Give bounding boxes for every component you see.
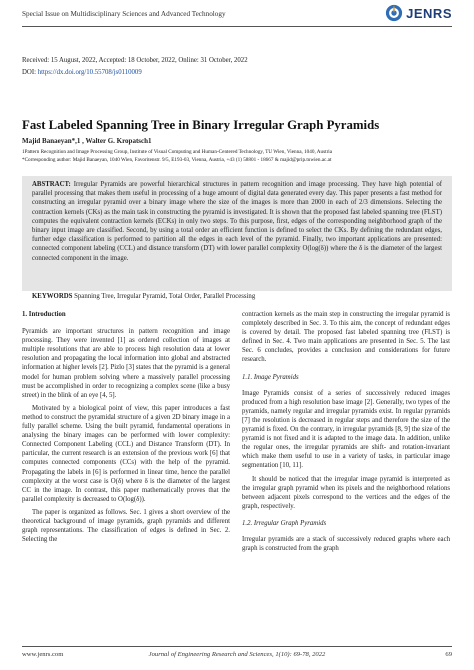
author-list: Majid Banaeyan*,1 , Walter G. Kropatsch1 <box>22 137 152 145</box>
journal-issue-header: Special Issue on Multidisciplinary Sciences and Advanced Technology <box>22 10 226 18</box>
intro-paragraph-2: Motivated by a biological point of view, this paper introduces a fast method to construct the pyramidal structure of a given 2D binary image in a fully parallel scheme. Using the built pyramid, fundamental operations in analysing the binary images can be performed with lower complexity: Connected Component Labeling (CCL) and Distance Transform (DT). In particular, the current research is an extension of the previous work [6] that computes connected components (CCs) with the help of the pyramid. Propagating the labels in [6] is performed in linear time, hence the parallel complexity at the worst case is O(δ) where δ is the diameter of the largest CC in the image. In contrast, this paper mathematically proves that the parallel complexity is decreased to O(log(δ)). <box>22 404 230 503</box>
intro-continued-paragraph: contraction kernels as the main step in constructing the irregular pyramid is completely described in Sec. 3. To this aim, the concept of redundant edges is covered by detail. The proposed fast labeled spanning tree (FLST) is defined in Sec. 4. Two main applications are presented in Sec. 5. The last Sec. 6 concludes, provides a conclusion and considerations for future research. <box>242 311 450 364</box>
keywords-label: KEYWORDS <box>32 293 73 300</box>
logo-emblem-icon <box>385 4 403 22</box>
abstract-body: Irregular Pyramids are powerful hierarchical structures in pattern recognition and image processing. They have high potential of parallel processing that makes them useful in processing of a huge amount of digital data generated every day. This paper presents a fast method for constructing an irregular pyramid over a binary image where the size of the images is more than 2000 in each of 2/3 dimensions. Selecting the contraction kernels (CKs) as the main task in constructing the pyramid is investigated. It is shown that the proposed fast labeled spanning tree (FLST) computes the equivalent contraction kernels (ECKs) in only two steps. To this purpose, first, edges of the corresponding neighborhood graph of the binary input image are classified. Second, by using a total order an efficient function is defined to select the CKs. By defining the redundant edges, further edge classification is performed to partition all the edges in each level of the pyramid. Finally, two important applications are presented: connected component labeling (CCL) and distance transform (DT) with lower parallel complexity O(log(δ)) where the δ is the diameter of the largest connected component in the image. <box>32 181 442 262</box>
subsection-heading-irregular-graph-pyramids: 1.2. Irregular Graph Pyramids <box>242 519 327 527</box>
left-column <box>22 310 230 544</box>
intro-paragraph-3: The paper is organized as follows. Sec. 1 gives a short overview of the theoretical background of image pyramids, graph pyramids and different graph representations. The classification of edges is defined in Sec. 2. Selecting the <box>22 508 230 544</box>
paper-title: Fast Labeled Spanning Tree in Binary Irregular Graph Pyramids <box>22 118 380 132</box>
doi-label: DOI: <box>22 69 36 76</box>
intro-paragraph-1: Pyramids are important structures in pattern recognition and image processing. They were invented [1] as ordered collection of images at multiple resolutions that are able to process high resolution data at lower resolution and propagating the local information into global and abstracted information at higher levels [2]. Pizlo [3] states that the pyramid is a general model for human problem solving where a massively parallel processing must be accomplished in order to recognizing a complex scene (like a busy street) in the blink of an eye [4, 5]. <box>22 328 230 399</box>
footer-rule <box>22 646 452 647</box>
header-rule <box>22 26 452 27</box>
footer-citation: Journal of Engineering Research and Sciences, 1(10): 69-78, 2022 <box>148 651 326 658</box>
journal-logo[interactable] <box>385 4 452 22</box>
page-number: 69 <box>445 651 452 658</box>
image-pyramids-paragraph-1: Image Pyramids consist of a series of successively reduced images produced from a high resolution base image [2]. Generally, two types of the pyramids, namely regular and irregular pyramids exist. In regular pyramids [7] the resolution is decreased in regular steps and therefore the size of the pyramid is fixed. On the contrary, in irregular pyramids [8, 9] the size of the pyramid is not fixed and it is adapted to the image data. In addition, unlike the regular ones, the irregular pyramids are shift- and rotation-invariant which make them useful to use in a variety of tasks, in particular image segmentation [10, 11]. <box>242 389 450 470</box>
image-pyramids-paragraph-2: It should be noticed that the irregular image pyramid is interpreted as the irregular graph pyramid when its pixels and the neighborhood relations between adjacent pixels correspond to the vertices and the edges of the graph, respectively. <box>242 475 450 510</box>
article-dates: Received: 15 August, 2022, Accepted: 18 October, 2022, Online: 31 October, 2022 <box>22 57 248 64</box>
section-heading-introduction: 1. Introduction <box>22 311 66 318</box>
footer-website-link[interactable]: www.jenrs.com <box>22 651 64 658</box>
abstract-box <box>22 176 452 291</box>
logo-text: JENRS <box>406 5 452 21</box>
affiliation: 1Pattern Recognition and Image Processing Group, Institute of Visual Computing and Human-Centered Technology, TU Wien, Vienna, 1040, Austria <box>22 149 333 155</box>
keywords-line <box>32 293 442 300</box>
corresponding-author: *Corresponding author: Majid Banaeyan, 1040 Wien, Favoritenstr. 9/5, E193-03, Vienna, Austria, +43 (1) 58801 - 18667 & majid@prip.tuwien.ac.at <box>22 157 332 163</box>
doi-line <box>22 69 142 76</box>
irregular-graph-pyramids-paragraph: Irregular pyramids are a stack of successively reduced graphs where each graph is constructed from the graph <box>242 535 450 553</box>
keywords-text: Spanning Tree, Irregular Pyramid, Total Order, Parallel Processing <box>74 293 256 300</box>
doi-link[interactable]: https://dx.doi.org/10.55708/js0110009 <box>37 69 142 76</box>
right-column <box>242 310 450 553</box>
abstract-label: ABSTRACT: <box>32 181 71 188</box>
subsection-heading-image-pyramids: 1.1. Image Pyramids <box>242 373 299 381</box>
abstract-text-block <box>32 180 442 263</box>
